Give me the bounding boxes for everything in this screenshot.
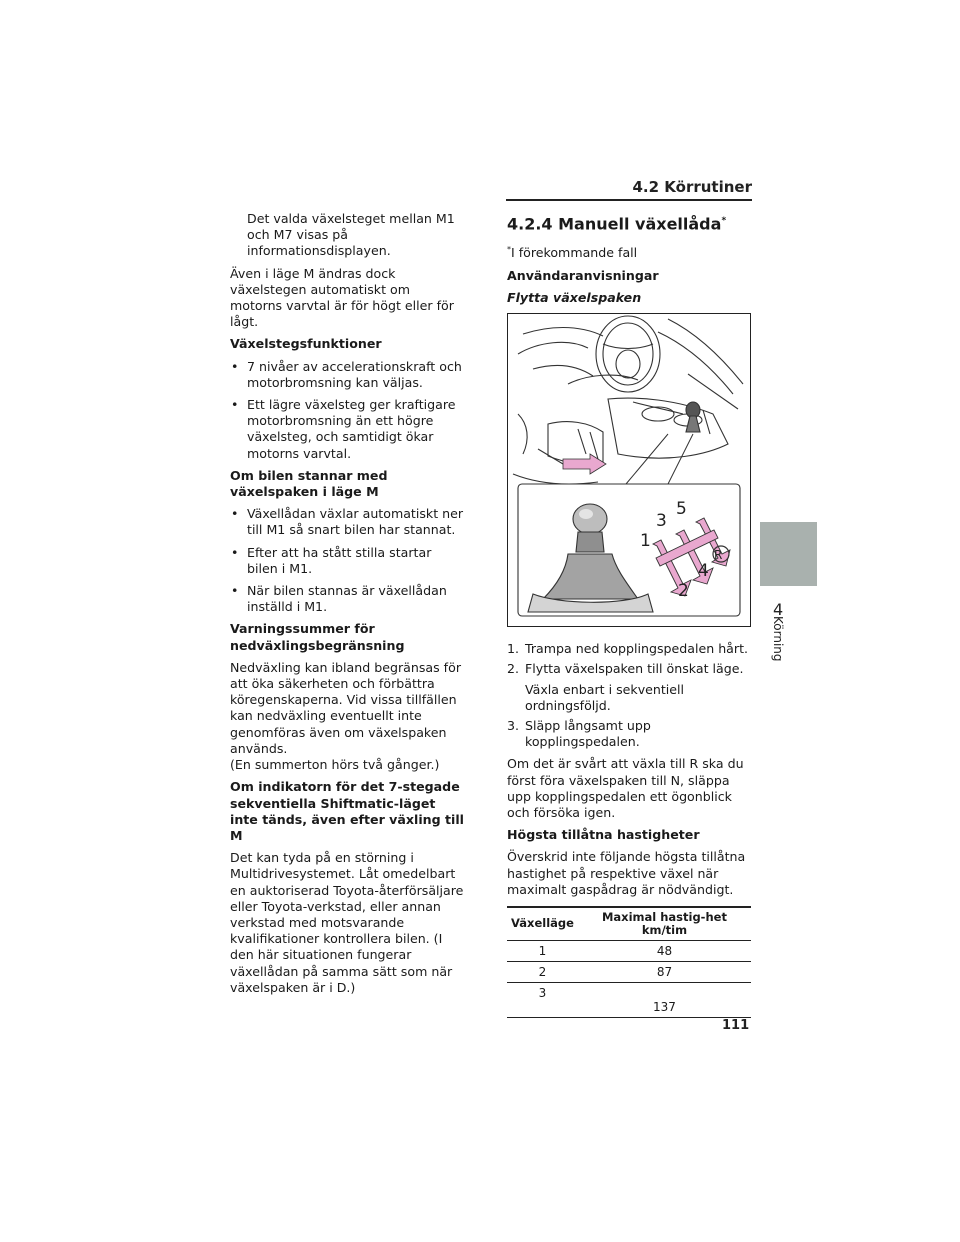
left-column — [230, 211, 464, 1002]
list-item: 2. Flytta växelspaken till önskat läge. Växla enbart i sekventiell ordningsföljd. — [507, 661, 755, 714]
m-auto-shift-text: Även i läge M ändras dock växelstegen automatiskt om motorns varvtal är för högt eller för lågt. — [230, 265, 454, 330]
gear-label-2: 2 — [678, 581, 689, 602]
gear-label-r: R — [714, 548, 723, 563]
gear-label-5: 5 — [676, 499, 687, 520]
list-item: • 7 nivåer av accelerationskraft och motorbromsning kan väljas. — [231, 358, 462, 390]
heading-gear-functions: Växelstegsfunktioner — [230, 336, 382, 352]
section-header: 4.2 Körrutiner — [632, 178, 752, 196]
max-speeds-intro: Överskrid inte följande högsta tillåtna hastighet på respektive växel när maximalt gaspådrag är nödvändigt. — [507, 849, 746, 897]
page-number: 111 — [722, 1018, 750, 1033]
heading-usage: Användaranvisningar — [507, 267, 659, 283]
max-speed-table — [507, 906, 751, 1018]
gear-label-4: 4 — [698, 561, 709, 582]
shift-lever-illustration — [508, 314, 750, 626]
list-item: • Ett lägre växelsteg ger kraftigare motorbromsning än ett högre växelsteg, och samtidigt ökar motorns varvtal. — [231, 397, 456, 461]
table-row: 3 137 — [507, 983, 751, 1018]
list-item: • När bilen stannas är växellådan inställd i M1. — [231, 583, 447, 615]
list-item: • Efter att ha stått stilla startar bilen i M1. — [231, 544, 432, 576]
gear-label-1: 1 — [640, 531, 651, 552]
step-sub-note: Växla enbart i sekventiell ordningsföljd. — [525, 681, 685, 713]
list-item: 1. Trampa ned kopplingspedalen hårt. — [507, 641, 749, 657]
reverse-note: Om det är svårt att växla till R ska du först föra växelspaken till N, släppa upp kopplingspedalen ett ögonblick och försöka igen. — [507, 756, 744, 820]
gear-label-3: 3 — [656, 511, 667, 532]
indicator-text: Det kan tyda på en störning i Multidrivesystemet. Låt omedelbart en auktoriserad Toyota-återförsäljare eller Toyota-verkstad, eller annan verkstad med motsvarande kvalifikationer kontrollera bilen. (I den här situationen fungerar växellådan på samma sätt som när växelspaken är i D.) — [230, 850, 464, 995]
m-gear-display-text: Det valda växelsteget mellan M1 och M7 visas på informationsdisplayen. — [247, 211, 455, 259]
chapter-number: 4 — [773, 600, 784, 619]
section-title: 4.2.4 Manuell växellåda* — [507, 214, 727, 234]
shift-lever-figure — [507, 313, 751, 627]
shifting-steps — [507, 641, 755, 750]
downshift-buzzer-note: (En summerton hörs två gånger.) — [230, 757, 440, 773]
heading-max-speeds: Högsta tillåtna hastigheter — [507, 827, 700, 843]
chapter-label: Körning — [771, 616, 785, 662]
heading-move-lever: Flytta växelspaken — [507, 289, 642, 305]
chapter-tab — [760, 522, 817, 586]
heading-indicator: Om indikatorn för det 7-stegade sekventiella Shiftmatic-läget inte tänds, även efter växling till M — [230, 779, 464, 843]
col-header-speed: Maximal hastig-het km/tim — [578, 907, 751, 941]
list-item: • Växellådan växlar automatiskt ner till M1 så snart bilen har stannat. — [231, 506, 464, 538]
gear-functions-list — [230, 359, 464, 462]
col-header-gear: Växelläge — [507, 907, 578, 941]
stop-in-m-list — [230, 506, 464, 615]
downshift-buzzer-text: Nedväxling kan ibland begränsas för att öka säkerheten och förbättra köregenskaperna. Vid vissa tillfällen kan nedväxling eventuellt inte genomföras även om växelspaken används. — [230, 659, 461, 756]
list-item: 3. Släpp långsamt upp kopplingspedalen. — [507, 717, 651, 750]
heading-stop-in-m: Om bilen stannar med växelspaken i läge M — [230, 467, 388, 500]
table-row: 1 48 — [507, 940, 751, 961]
right-column — [507, 211, 755, 1018]
table-row: 2 87 — [507, 962, 751, 983]
availability-note: *I förekommande fall — [507, 245, 638, 261]
heading-downshift-buzzer: Varningssummer för nedväxlingsbegränsning — [230, 621, 405, 653]
header-rule — [506, 199, 752, 201]
